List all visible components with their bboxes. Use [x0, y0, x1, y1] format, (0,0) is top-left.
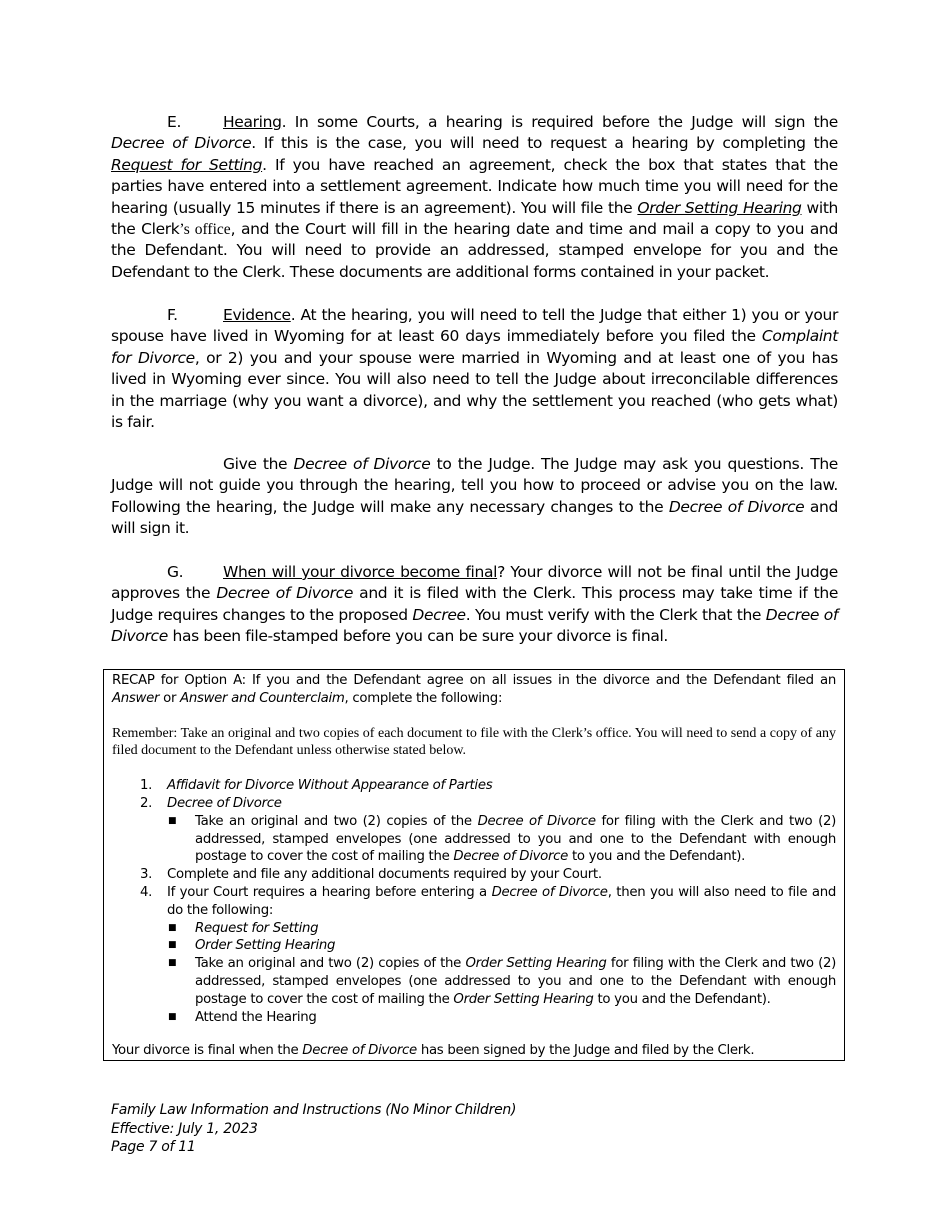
list-item: 1. Affidavit for Divorce Without Appearance of Parties: [140, 778, 493, 794]
sub-list-item: ■ Take an original and two (2) copies of the Order Setting Hearing for filing with the Clerk and two (2) addressed, stamped envelopes (one addressed to you and one to the Defendant with enough postage to cover the cost of mailing the Order Setting Hearing to you and the Defendant).: [168, 956, 837, 1007]
sub-list-item: ■ Request for Setting: [168, 920, 319, 936]
bullet-icon: ■: [168, 815, 177, 826]
recap-final-note: Your divorce is final when the Decree of Divorce has been signed by the Judge and filed by the Clerk.: [112, 1043, 755, 1059]
footer-effective-date: Effective: July 1, 2023: [111, 1120, 258, 1137]
sub-list-item: ■ Attend the Hearing: [168, 1009, 317, 1025]
order-setting-hearing-ref: Order Setting Hearing: [637, 198, 802, 217]
bullet-icon: ■: [168, 1011, 177, 1022]
sub-list-item: ■ Order Setting Hearing: [168, 938, 336, 954]
section-letter: F.: [167, 306, 178, 324]
section-heading: Evidence: [223, 306, 291, 324]
recap-remember: Remember: Take an original and two copies of each document to file with the Clerk’s office. You will need to send a copy of any filed document to the Defendant unless otherwise stated below.: [112, 725, 836, 759]
section-heading: When will your divorce become final: [223, 563, 498, 581]
page-footer: [111, 1101, 516, 1157]
recap-intro: RECAP for Option A: If you and the Defendant agree on all issues in the divorce and the Defendant filed an Answer or Answer and Counterclaim, complete the following:: [112, 673, 836, 706]
sub-list-item: ■ Take an original and two (2) copies of the Decree of Divorce for filing with the Clerk and two (2) addressed, stamped envelopes (one addressed to you and one to the Defendant with enough postage to cover the cost of mailing the Decree of Divorce to you and the Defendant).: [168, 813, 837, 865]
section-letter: G.: [167, 563, 184, 581]
list-item: 3. Complete and file any additional documents required by your Court.: [140, 867, 602, 883]
section-letter: E.: [167, 113, 182, 131]
list-item: 4. If your Court requires a hearing before entering a Decree of Divorce, then you will also need to file and do the following: ■ Request for Setting ■ Order Setting Hearing ■ Take an original and two (2) copies of the Order Setting Hearing for filing with the Clerk and two (2) addressed, stamped envelopes (one addressed to you and one to the Defendant with enough postage to cover the cost of mailing the Order Setting Hearing to you and the Defendant). ■ Attend the Hearing: [140, 884, 837, 1025]
list-item: 2. Decree of Divorce ■ Take an original and two (2) copies of the Decree of Divorce for filing with the Clerk and two (2) addressed, stamped envelopes (one addressed to you and one to the Defendant with enough postage to cover the cost of mailing the Decree of Divorce to you and the Defendant).: [140, 795, 837, 865]
section-f-evidence: F. Evidence. At the hearing, you will need to tell the Judge that either 1) you or your spouse have lived in Wyoming for at least 60 days immediately before you filed the Complaint for Divorce, or 2) you and your spouse were married in Wyoming and at least one of you has lived in Wyoming ever since. You will also need to tell the Judge about irreconcilable differences in the marriage (why you want a divorce), and why the settlement you reached (who gets what) is fair.: [111, 306, 838, 432]
bullet-icon: ■: [168, 922, 177, 933]
bullet-icon: ■: [168, 958, 177, 969]
sub-list: [167, 813, 836, 866]
recap-steps-list: [112, 777, 836, 1026]
request-for-setting-ref: Request for Setting: [111, 155, 263, 174]
footer-title: Family Law Information and Instructions (No Minor Children): [111, 1102, 517, 1118]
bullet-icon: ■: [168, 940, 177, 951]
footer-page-number: Page 7 of 11: [111, 1139, 196, 1155]
sub-list: [167, 920, 836, 1027]
recap-box: [103, 669, 845, 1061]
section-e-hearing: E. Hearing. In some Courts, a hearing is required before the Judge will sign the Decree of Divorce. If this is the case, you will need to request a hearing by completing the Request for Setting. If you have reached an agreement, check the box that states that the parties have entered into a settlement agreement. Indicate how much time you will need for the hearing (usually 15 minutes if there is an agreement). You will file the Order Setting Hearing with the Clerk’s office, and the Court will fill in the hearing date and time and mail a copy to you and the Defendant. You will need to provide an addressed, stamped envelope for you and the Defendant to the Clerk. These documents are additional forms contained in your packet.: [111, 113, 839, 281]
section-heading: Hearing: [223, 113, 282, 131]
section-g-final: G. When will your divorce become final? Your divorce will not be final until the Judge approves the Decree of Divorce and it is filed with the Clerk. This process may take time if the Judge requires changes to the proposed Decree. You must verify with the Clerk that the Decree of Divorce has been file-stamped before you can be sure your divorce is final.: [111, 563, 839, 646]
section-judge-paragraph: Give the Decree of Divorce to the Judge. The Judge may ask you questions. The Judge will not guide you through the hearing, tell you how to proceed or advise you on the law. Following the hearing, the Judge will make any necessary changes to the Decree of Divorce and will sign it.: [111, 455, 838, 538]
